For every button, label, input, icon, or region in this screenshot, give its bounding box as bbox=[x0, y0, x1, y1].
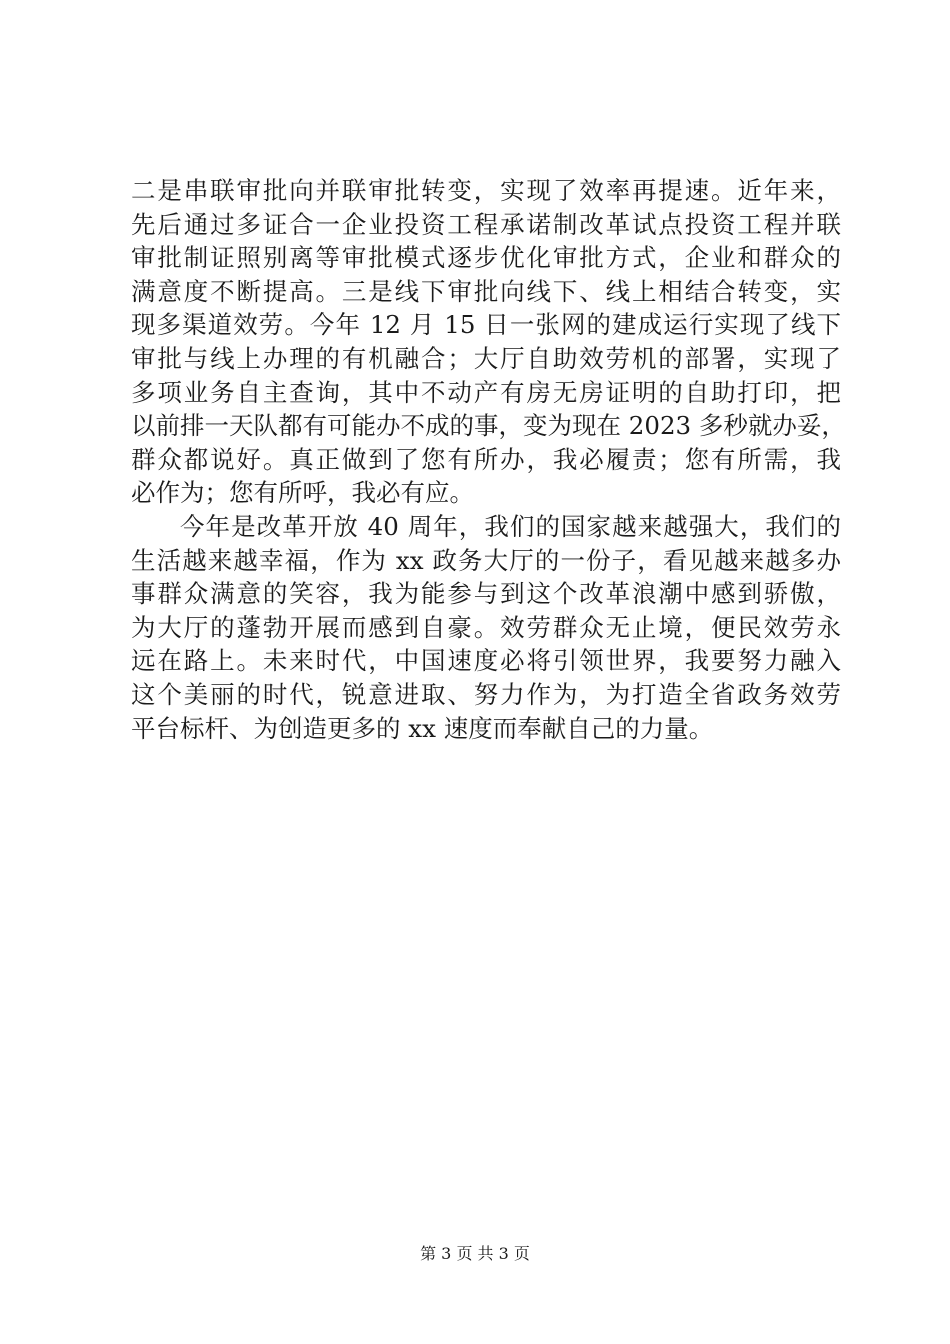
text-line: 以前排一天队都有可能办不成的事，变为现在 2023 多秒就办妥， bbox=[131, 411, 846, 441]
text-line: 审批与线上办理的有机融合；大厅自助效劳机的部署，实现了 bbox=[131, 343, 841, 373]
text-line: 群众都说好。真正做到了您有所办，我必履责；您有所需，我 bbox=[131, 444, 841, 474]
text-line: 多项业务自主查询，其中不动产有房无房证明的自助打印，把 bbox=[131, 377, 841, 407]
paragraph-1 bbox=[131, 174, 846, 510]
text-line: 先后通过多证合一企业投资工程承诺制改革试点投资工程并联 bbox=[131, 209, 841, 239]
text-line: 二是串联审批向并联审批转变，实现了效率再提速。近年来， bbox=[131, 176, 841, 205]
text-line: 生活越来越幸福，作为 xx 政务大厅的一份子，看见越来越多办 bbox=[131, 545, 841, 575]
text-line: 事群众满意的笑容，我为能参与到这个改革浪潮中感到骄傲， bbox=[131, 579, 841, 609]
text-line: 审批制证照别离等审批模式逐步优化审批方式，企业和群众的 bbox=[131, 243, 841, 273]
text-line: 满意度不断提高。三是线下审批向线下、线上相结合转变，实 bbox=[131, 276, 841, 306]
text-line: 必作为；您有所呼，我必有应。 bbox=[131, 478, 474, 508]
page-footer bbox=[0, 1244, 950, 1264]
text-line: 现多渠道效劳。今年 12 月 15 日一张网的建成运行实现了线下 bbox=[131, 310, 841, 340]
text-line: 平台标杆、为创造更多的 xx 速度而奉献自己的力量。 bbox=[131, 713, 714, 743]
text-line: 这个美丽的时代，锐意进取、努力作为，为打造全省政务效劳 bbox=[131, 679, 841, 709]
text-line: 远在路上。未来时代，中国速度必将引领世界，我要努力融入 bbox=[131, 646, 841, 676]
text-line: 为大厅的蓬勃开展而感到自豪。效劳群众无止境，便民效劳永 bbox=[131, 612, 841, 642]
paragraph-2 bbox=[131, 510, 841, 745]
page-number-label: 第 3 页 共 3 页 bbox=[420, 1244, 530, 1263]
text-line: 今年是改革开放 40 周年，我们的国家越来越强大，我们的 bbox=[180, 511, 841, 541]
document-body bbox=[131, 174, 846, 745]
